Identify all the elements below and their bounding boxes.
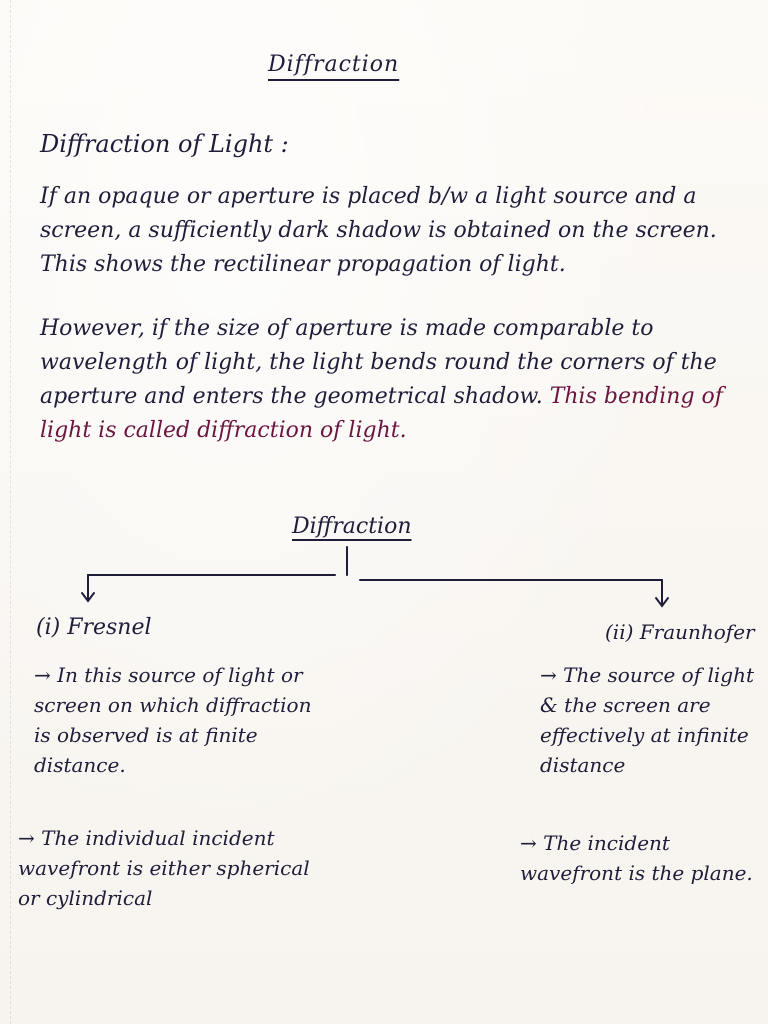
section-heading: Diffraction of Light : <box>40 130 289 158</box>
paragraph-rectilinear: If an opaque or aperture is placed b/w a light source and a screen, a sufficiently dark shadow is obtained on the screen. This shows the rectilinear propagation of light. <box>40 184 717 277</box>
fresnel-note-wavefront: → The individual incident wavefront is either spherical or cylindrical <box>18 826 310 910</box>
page-title: Diffraction <box>268 52 400 77</box>
fraunhofer-note-distance: → The source of light & the screen are effectively at infinite distance <box>540 663 754 777</box>
paragraph-diffraction-text: However, if the size of aperture is made comparable to wavelength of light, the light bends round the corners of the aperture and enters the geometrical shadow. <box>40 316 717 409</box>
fresnel-label: (i) Fresnel <box>36 615 152 640</box>
tree-root-label: Diffraction <box>292 514 412 539</box>
fresnel-note-distance: → In this source of light or screen on which diffraction is observed is at finite distance. <box>34 663 312 777</box>
fraunhofer-note-wavefront: → The incident wavefront is the plane. <box>520 831 753 885</box>
fraunhofer-label: (ii) Fraunhofer <box>605 620 755 644</box>
diffraction-definition: This bending of light is called diffraction of light. <box>40 384 723 443</box>
